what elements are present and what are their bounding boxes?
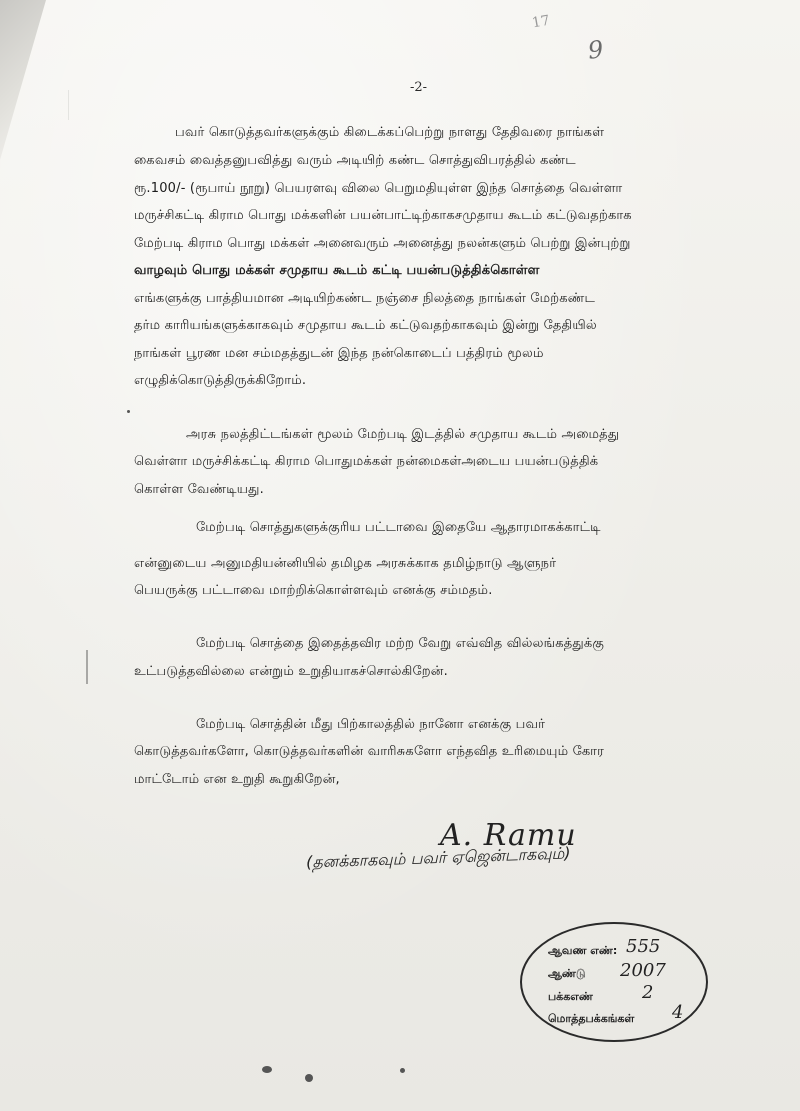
stamp-page-label: பக்கஎண் xyxy=(548,990,593,1003)
text-line: என்னுடைய அனுமதியன்னியில் தமிழக அரசுக்காக தமிழ்நாடு ஆளுநர் xyxy=(134,556,557,571)
stamp-year-value: 2007 xyxy=(620,960,666,981)
text-line: வாழவும் பொது மக்கள் சமுதாய கூடம் கட்டி பயன்படுத்திக்கொள்ள xyxy=(134,263,540,278)
text-line: பெயருக்கு பட்டாவை மாற்றிக்கொள்ளவும் எனக்கு சம்மதம். xyxy=(134,583,493,598)
text-line: அரசு நலத்திட்டங்கள் மூலம் மேற்படி இடத்தில் சமுதாய கூடம் அமைத்து xyxy=(186,427,620,442)
text-line: ரூ.100/- (ரூபாய் நூறு) பெயரளவு விலை பெறுமதியுள்ள இந்த சொத்தை வெள்ளா xyxy=(134,181,623,196)
scan-speck xyxy=(400,1068,405,1073)
scan-mark xyxy=(86,650,88,684)
corner-page-number: 9 xyxy=(586,35,605,65)
scan-speck xyxy=(127,410,130,413)
scan-mark xyxy=(68,90,69,120)
text-line: வெள்ளா மருச்சிக்கட்டி கிராம பொதுமக்கள் நன்மைகள்அடைய பயன்படுத்திக் xyxy=(134,454,599,469)
text-line: கொள்ள வேண்டியது. xyxy=(134,482,264,497)
stamp-total-value: 4 xyxy=(672,1002,684,1023)
text-line: மேற்படி சொத்தை இதைத்தவிர மற்ற வேறு எவ்வித வில்லங்கத்துக்கு xyxy=(196,636,605,651)
stamp-page-value: 2 xyxy=(642,982,654,1003)
text-line: எங்களுக்கு பாத்தியமான அடியிற்கண்ட நஞ்சை நிலத்தை நாங்கள் மேற்கண்ட xyxy=(134,291,596,306)
text-line: கைவசம் வைத்தனுபவித்து வரும் அடியிற் கண்ட சொத்துவிபரத்தில் கண்ட xyxy=(134,153,576,168)
text-line: மேற்படி சொத்துகளுக்குரிய பட்டாவை இதையே ஆதாரமாகக்காட்டி xyxy=(196,520,601,535)
text-line: மேற்படி கிராம பொது மக்கள் அனைவரும் அனைத்து நலன்களும் பெற்று இன்புற்று xyxy=(134,236,631,251)
text-line: உட்படுத்தவில்லை என்றும் உறுதியாகச்சொல்கிறேன். xyxy=(134,664,448,679)
handwritten-signature: A. Ramu xyxy=(440,818,577,853)
stamp-total-label: மொத்தபக்கங்கள் xyxy=(548,1012,635,1025)
text-line: நாங்கள் பூரண மன சம்மதத்துடன் இந்த நன்கொடைப் பத்திரம் மூலம் xyxy=(134,346,544,361)
folded-corner xyxy=(0,0,46,160)
stamp-doc-no-label: ஆவண எண்: xyxy=(548,944,618,957)
text-line: தர்ம காரியங்களுக்காகவும் சமுதாய கூடம் கட்டுவதற்காகவும் இன்று தேதியில் xyxy=(134,318,597,333)
text-line: கொடுத்தவர்களோ, கொடுத்தவர்களின் வாரிசுகளோ எந்தவித உரிமையும் கோர xyxy=(134,744,605,759)
text-line: எழுதிக்கொடுத்திருக்கிறோம். xyxy=(134,373,307,388)
stamp-doc-no-value: 555 xyxy=(626,936,661,957)
scan-speck xyxy=(262,1066,272,1073)
text-line: மருச்சிகட்டி கிராம பொது மக்களின் பயன்பாட்டிற்காகசமுதாய கூடம் கட்டுவதற்காக xyxy=(134,208,632,223)
page-number: -2- xyxy=(410,80,428,95)
stamp-year-label: ஆண்டு xyxy=(548,967,586,980)
scan-speck xyxy=(305,1074,313,1082)
text-line: பவர் கொடுத்தவர்களுக்கும் கிடைக்கப்பெற்று நாளது தேதிவரை நாங்கள் xyxy=(175,125,605,140)
signature-capacity-label: (தனக்காகவும் பவர் ஏஜென்டாகவும்) xyxy=(305,843,571,872)
corner-mark: 17 xyxy=(530,12,552,32)
text-line: மேற்படி சொத்தின் மீது பிற்காலத்தில் நானோ எனக்கு பவர் xyxy=(196,717,546,732)
registration-stamp xyxy=(520,922,708,1042)
text-line: மாட்டோம் என உறுதி கூறுகிறேன், xyxy=(134,772,340,787)
